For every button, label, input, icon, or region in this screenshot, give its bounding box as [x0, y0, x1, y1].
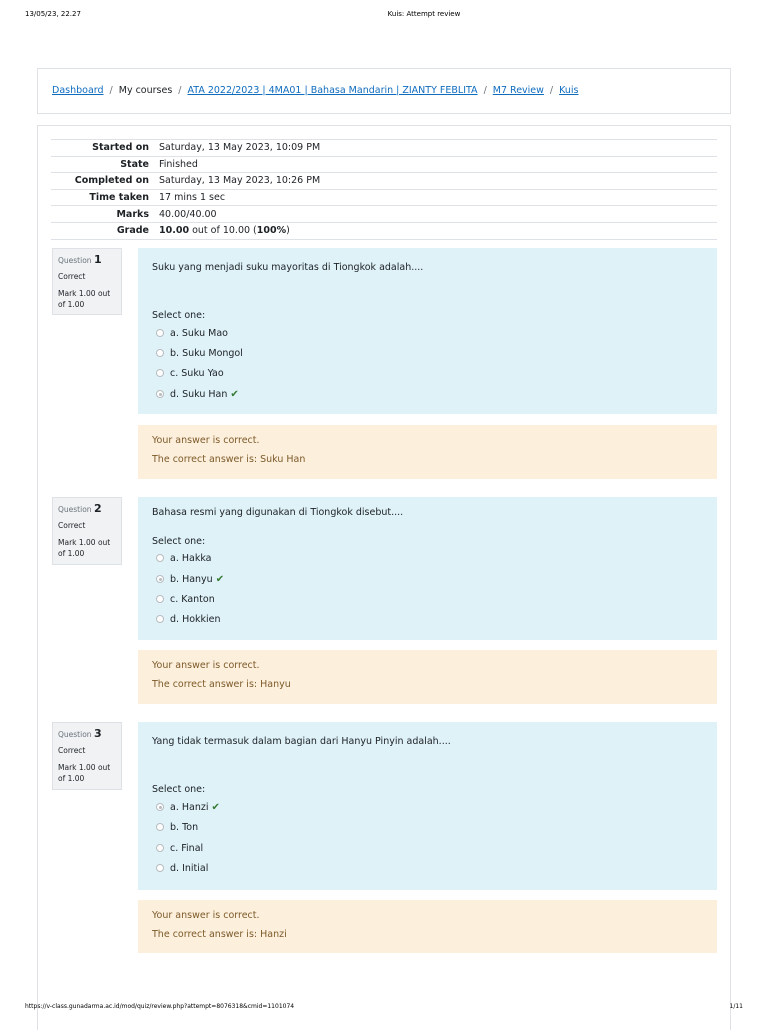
summary-label: Marks	[116, 208, 149, 220]
radio-button[interactable]	[156, 595, 164, 603]
grade-mid: out of 10.00 (	[189, 225, 257, 237]
question-mark: Mark 1.00 out of 1.00	[58, 289, 111, 309]
summary-value: Finished	[159, 158, 198, 170]
grade-end: )	[286, 225, 290, 237]
summary-row-time	[51, 189, 717, 206]
print-header	[0, 10, 768, 22]
breadcrumb-quiz[interactable]: Kuis	[559, 85, 579, 96]
answer-option[interactable]	[156, 326, 228, 340]
summary-label: Time taken	[89, 192, 149, 204]
summary-row-grade	[51, 222, 717, 239]
breadcrumb-separator: /	[549, 85, 554, 96]
radio-button-selected[interactable]	[156, 390, 164, 398]
question-info	[52, 248, 122, 315]
answer-option[interactable]	[156, 612, 221, 626]
question-text: Bahasa resmi yang digunakan di Tiongkok disebut....	[152, 507, 404, 518]
answer-option[interactable]	[156, 387, 239, 401]
radio-button[interactable]	[156, 329, 164, 337]
breadcrumb-course[interactable]: ATA 2022/2023 | 4MA01 | Bahasa Mandarin | ZIANTY FEBLITA	[187, 85, 478, 96]
question-mark: Mark 1.00 out of 1.00	[58, 538, 111, 558]
answer-option[interactable]	[156, 366, 224, 380]
grade-percent: 100%	[256, 225, 287, 237]
question-number: Question 1	[58, 253, 102, 266]
radio-button[interactable]	[156, 864, 164, 872]
question-formulation	[138, 248, 717, 414]
summary-label: State	[120, 158, 149, 170]
summary-value: 17 mins 1 sec	[159, 192, 226, 204]
check-icon: ✔	[215, 573, 225, 585]
breadcrumb-separator: /	[178, 85, 182, 96]
answer-label: a. Hakka	[170, 552, 212, 564]
radio-button[interactable]	[156, 823, 164, 831]
answer-option[interactable]	[156, 800, 220, 814]
answer-option[interactable]	[156, 551, 211, 565]
breadcrumb-section[interactable]: M7 Review	[492, 85, 544, 96]
answer-label: c. Kanton	[170, 593, 215, 605]
breadcrumb-separator: /	[109, 85, 113, 96]
answer-feedback	[138, 650, 717, 704]
question-info	[52, 722, 122, 790]
question-state: Correct	[58, 521, 86, 530]
answer-label: d. Initial	[170, 862, 209, 874]
answer-option[interactable]	[156, 346, 243, 360]
answer-label: c. Final	[170, 842, 204, 854]
question-state: Correct	[58, 272, 86, 281]
print-date: 13/05/23, 22.27	[25, 10, 81, 18]
radio-button[interactable]	[156, 369, 164, 377]
question-formulation	[138, 497, 717, 640]
summary-value: 40.00/40.00	[159, 208, 217, 220]
question-mark: Mark 1.00 out of 1.00	[58, 763, 111, 783]
feedback-text: Your answer is correct.	[152, 910, 260, 921]
question-text: Suku yang menjadi suku mayoritas di Tiongkok adalah....	[152, 262, 424, 273]
radio-button[interactable]	[156, 349, 164, 357]
breadcrumb-dashboard[interactable]: Dashboard	[52, 85, 104, 96]
select-one-prompt: Select one:	[152, 536, 206, 547]
radio-button[interactable]	[156, 844, 164, 852]
print-footer	[0, 1003, 768, 1015]
answer-option[interactable]	[156, 572, 224, 586]
answer-label: a. Hanzi	[170, 801, 209, 813]
answer-option[interactable]	[156, 592, 215, 606]
check-icon: ✔	[211, 801, 220, 813]
answer-label: a. Suku Mao	[170, 327, 228, 339]
select-one-prompt: Select one:	[152, 310, 206, 321]
answer-label: b. Suku Mongol	[170, 347, 243, 359]
correct-answer-text: The correct answer is: Suku Han	[152, 454, 306, 465]
summary-row-state	[51, 156, 717, 173]
feedback-text: Your answer is correct.	[152, 660, 260, 671]
summary-value: Saturday, 13 May 2023, 10:09 PM	[159, 142, 321, 154]
radio-button[interactable]	[156, 615, 164, 623]
summary-row-marks	[51, 206, 717, 223]
breadcrumb	[52, 85, 579, 96]
breadcrumb-my-courses: My courses	[118, 85, 173, 96]
select-one-prompt: Select one:	[152, 784, 206, 795]
breadcrumb-card	[37, 68, 731, 114]
answer-label: d. Suku Han	[170, 388, 228, 400]
question-number: Question 3	[58, 727, 102, 740]
feedback-text: Your answer is correct.	[152, 435, 260, 446]
question-state: Correct	[58, 746, 86, 755]
answer-feedback	[138, 425, 717, 479]
attempt-summary-table	[51, 139, 717, 240]
summary-row-started	[51, 140, 717, 157]
radio-button[interactable]	[156, 554, 164, 562]
check-icon: ✔	[230, 388, 239, 400]
question-number: Question 2	[58, 502, 102, 515]
question-text: Yang tidak termasuk dalam bagian dari Hanyu Pinyin adalah....	[152, 736, 451, 747]
answer-label: b. Hanyu	[170, 573, 213, 585]
radio-button-selected[interactable]	[156, 803, 164, 811]
print-title: Kuis: Attempt review	[387, 10, 461, 18]
answer-option[interactable]	[156, 841, 203, 855]
question-formulation	[138, 722, 717, 890]
summary-value	[159, 222, 717, 239]
answer-feedback	[138, 900, 717, 953]
question-info	[52, 497, 122, 565]
answer-option[interactable]	[156, 820, 198, 834]
summary-label: Started on	[92, 142, 149, 154]
answer-label: b. Ton	[170, 821, 199, 833]
page-number: 1/11	[729, 1003, 743, 1010]
summary-row-completed	[51, 173, 717, 190]
correct-answer-text: The correct answer is: Hanyu	[152, 679, 291, 690]
summary-value: Saturday, 13 May 2023, 10:26 PM	[159, 175, 321, 187]
summary-label: Grade	[116, 225, 149, 237]
radio-button-selected[interactable]	[156, 575, 164, 583]
page-url: https://v-class.gunadarma.ac.id/mod/quiz/review.php?attempt=8076318&cmid=1101074	[25, 1003, 295, 1010]
grade-score: 10.00	[159, 225, 190, 237]
breadcrumb-separator: /	[483, 85, 487, 96]
answer-option[interactable]	[156, 861, 208, 875]
correct-answer-text: The correct answer is: Hanzi	[152, 929, 287, 940]
answer-label: c. Suku Yao	[170, 367, 224, 379]
answer-label: d. Hokkien	[170, 613, 221, 625]
summary-label: Completed on	[74, 175, 149, 187]
